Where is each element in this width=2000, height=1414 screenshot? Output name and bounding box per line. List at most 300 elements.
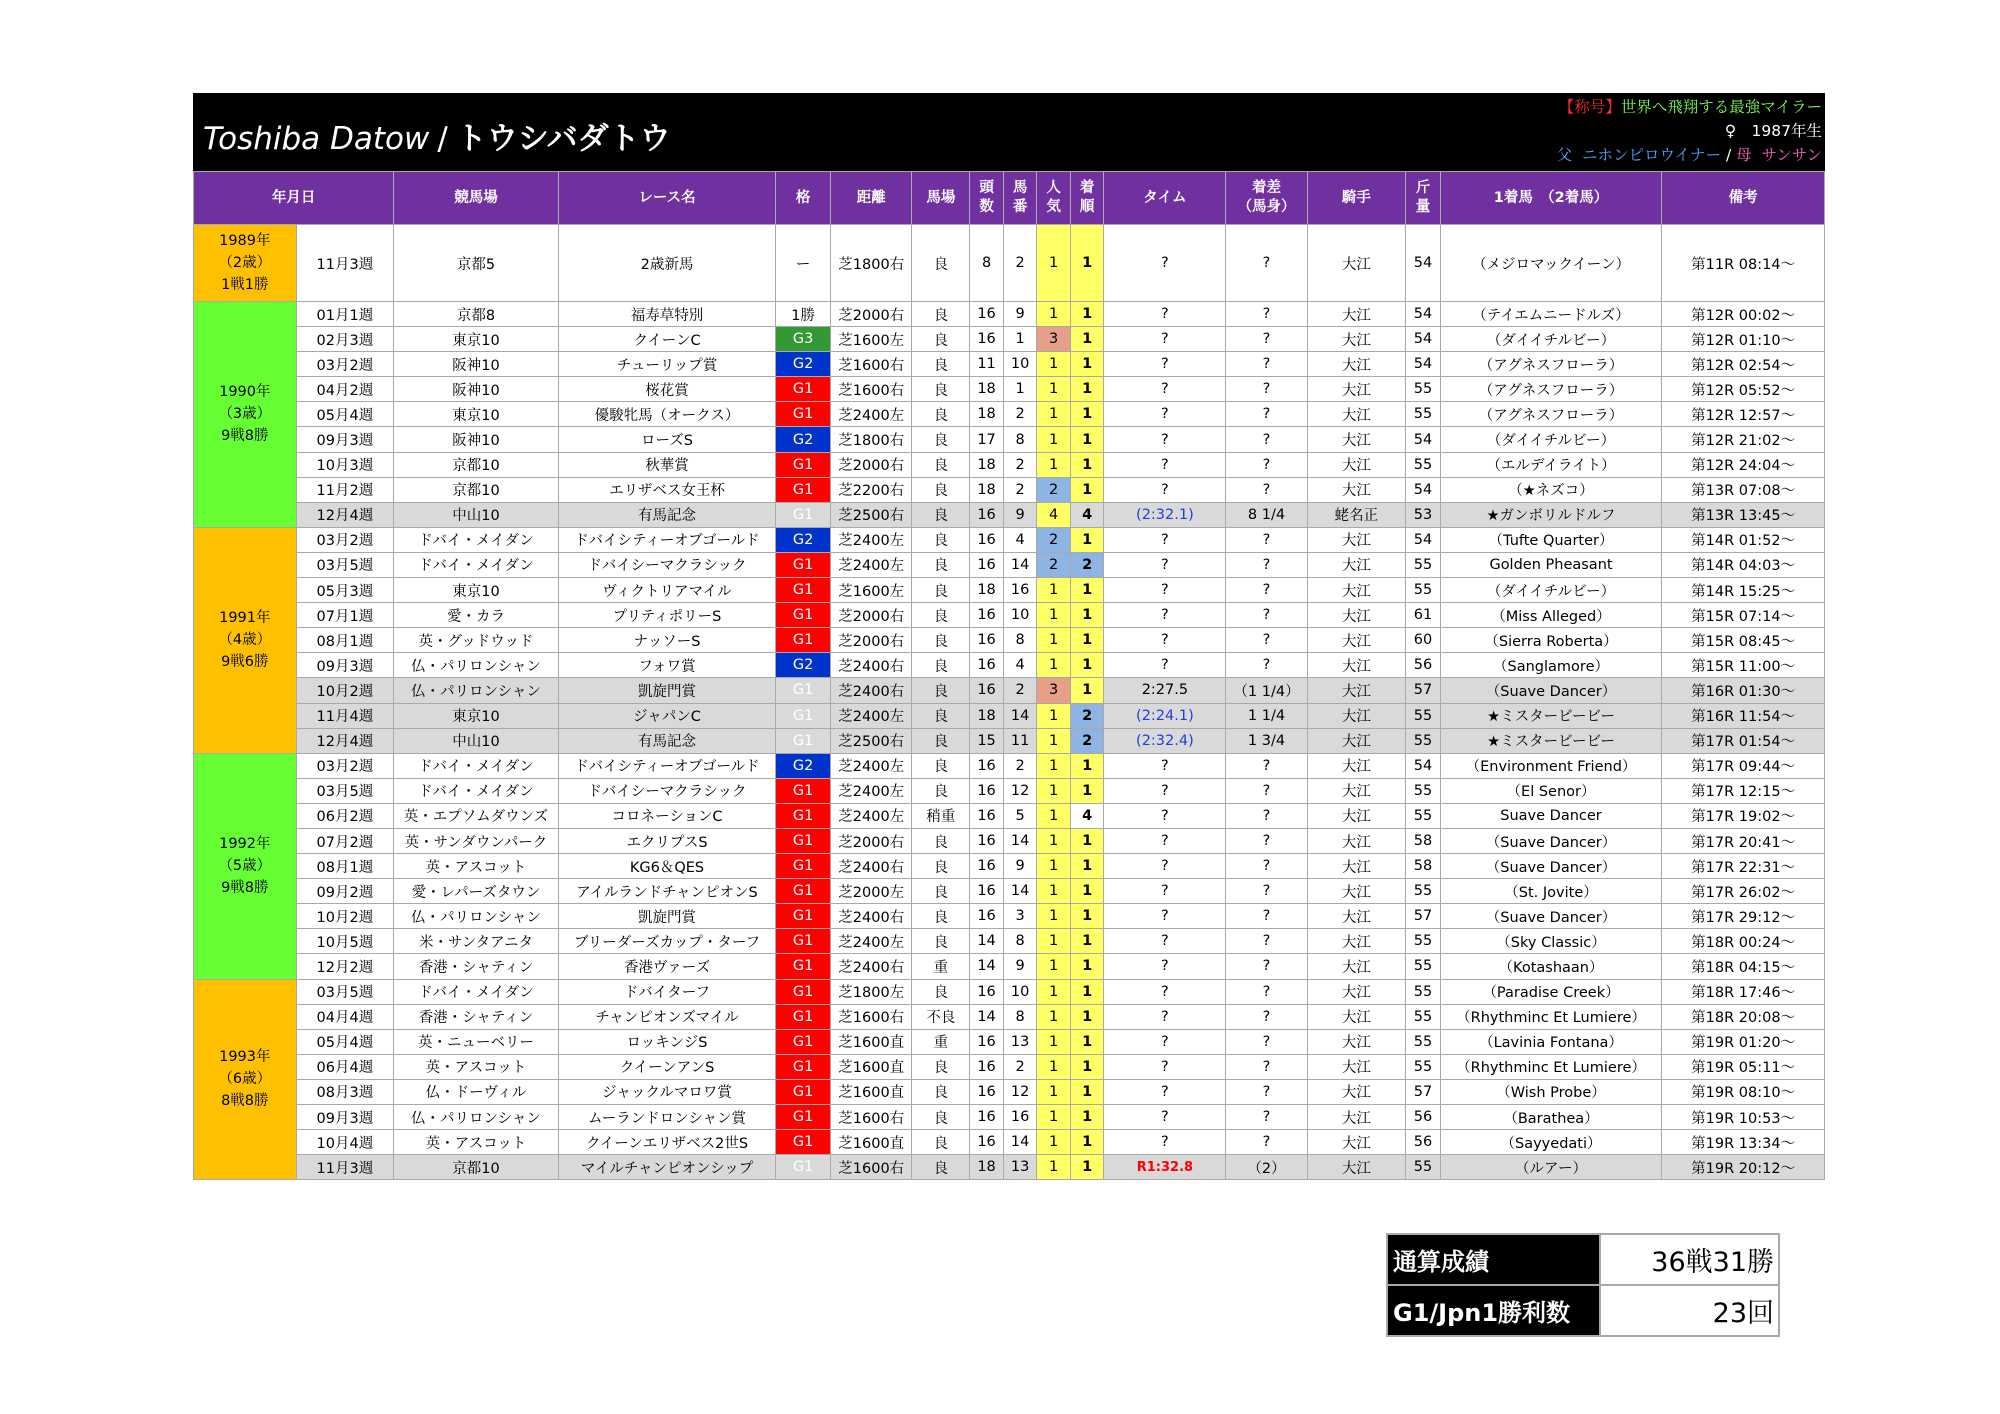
popularity: 1 bbox=[1037, 1105, 1071, 1130]
winner-runner-up: ★ミスタービービー bbox=[1440, 728, 1662, 753]
margin: ? bbox=[1226, 879, 1307, 904]
race-time: (2:32.4) bbox=[1104, 728, 1226, 753]
race-time: ? bbox=[1104, 653, 1226, 678]
race-row bbox=[194, 1155, 1825, 1180]
remarks: 第17R 26:02～ bbox=[1662, 879, 1825, 904]
winner-runner-up: （Barathea） bbox=[1440, 1105, 1662, 1130]
finish-position: 1 bbox=[1070, 578, 1104, 603]
racecourse: 英・ニューベリー bbox=[394, 1029, 559, 1054]
racecourse: ドバイ・メイダン bbox=[394, 527, 559, 552]
carried-weight: 57 bbox=[1406, 1079, 1441, 1104]
racecourse: 阪神10 bbox=[394, 377, 559, 402]
race-row bbox=[194, 628, 1825, 653]
race-time: ? bbox=[1104, 929, 1226, 954]
carried-weight: 55 bbox=[1406, 954, 1441, 979]
race-date: 12月2週 bbox=[296, 954, 394, 979]
carried-weight: 55 bbox=[1406, 552, 1441, 577]
g1-wins-value: 23回 bbox=[1600, 1285, 1779, 1336]
jockey: 大江 bbox=[1307, 302, 1406, 327]
jockey: 大江 bbox=[1307, 1029, 1406, 1054]
race-row bbox=[194, 929, 1825, 954]
margin: ? bbox=[1226, 904, 1307, 929]
race-row bbox=[194, 678, 1825, 703]
margin: ? bbox=[1226, 225, 1307, 302]
racecourse: 京都8 bbox=[394, 302, 559, 327]
post-number: 10 bbox=[1003, 979, 1037, 1004]
track-condition: 良 bbox=[912, 578, 970, 603]
race-time: ? bbox=[1104, 377, 1226, 402]
popularity: 4 bbox=[1037, 502, 1071, 527]
winner-runner-up: （Suave Dancer） bbox=[1440, 828, 1662, 853]
grade-badge: ー bbox=[776, 225, 831, 302]
winner-runner-up: （アグネスフローラ） bbox=[1440, 402, 1662, 427]
track-condition: 良 bbox=[912, 879, 970, 904]
race-time: ? bbox=[1104, 854, 1226, 879]
carried-weight: 55 bbox=[1406, 452, 1441, 477]
remarks: 第17R 09:44～ bbox=[1662, 753, 1825, 778]
margin: （1 1/4） bbox=[1226, 678, 1307, 703]
distance: 芝2000左 bbox=[831, 879, 912, 904]
jockey: 大江 bbox=[1307, 427, 1406, 452]
race-name: KG6＆QES bbox=[558, 854, 775, 879]
grade-badge: G1 bbox=[776, 502, 831, 527]
grade-badge: G1 bbox=[776, 954, 831, 979]
year-summary-cell: 1989年 （2歳） 1戦1勝 bbox=[194, 225, 297, 302]
horse-info bbox=[1557, 95, 1822, 167]
winner-runner-up: Suave Dancer bbox=[1440, 803, 1662, 828]
race-row bbox=[194, 477, 1825, 502]
dam-label: 母 bbox=[1736, 146, 1752, 164]
post-number: 2 bbox=[1003, 402, 1037, 427]
race-row bbox=[194, 402, 1825, 427]
post-number: 8 bbox=[1003, 1004, 1037, 1029]
track-condition: 良 bbox=[912, 427, 970, 452]
race-row bbox=[194, 603, 1825, 628]
distance: 芝2400左 bbox=[831, 527, 912, 552]
finish-position: 1 bbox=[1070, 954, 1104, 979]
remarks: 第19R 05:11～ bbox=[1662, 1054, 1825, 1079]
finish-position: 1 bbox=[1070, 979, 1104, 1004]
winner-runner-up: ★ガンボリルドルフ bbox=[1440, 502, 1662, 527]
winner-runner-up: （Tufte Quarter） bbox=[1440, 527, 1662, 552]
jockey: 大江 bbox=[1307, 1079, 1406, 1104]
race-time: ? bbox=[1104, 879, 1226, 904]
finish-position: 1 bbox=[1070, 929, 1104, 954]
race-row bbox=[194, 352, 1825, 377]
race-row bbox=[194, 854, 1825, 879]
race-name: ジャパンC bbox=[558, 703, 775, 728]
grade-badge: G1 bbox=[776, 979, 831, 1004]
margin: ? bbox=[1226, 427, 1307, 452]
post-number: 16 bbox=[1003, 1105, 1037, 1130]
track-condition: 良 bbox=[912, 753, 970, 778]
distance: 芝1600右 bbox=[831, 1105, 912, 1130]
track-condition: 良 bbox=[912, 1155, 970, 1180]
post-number: 14 bbox=[1003, 703, 1037, 728]
race-name: ドバイシティーオブゴールド bbox=[558, 753, 775, 778]
grade-badge: G1 bbox=[776, 628, 831, 653]
track-condition: 良 bbox=[912, 653, 970, 678]
remarks: 第12R 24:04～ bbox=[1662, 452, 1825, 477]
race-date: 10月3週 bbox=[296, 452, 394, 477]
race-record-sheet bbox=[193, 93, 1825, 1180]
race-date: 03月5週 bbox=[296, 552, 394, 577]
popularity: 3 bbox=[1037, 327, 1071, 352]
race-time: ? bbox=[1104, 1004, 1226, 1029]
race-name: 凱旋門賞 bbox=[558, 904, 775, 929]
race-time: ? bbox=[1104, 1054, 1226, 1079]
finish-position: 1 bbox=[1070, 477, 1104, 502]
race-row bbox=[194, 753, 1825, 778]
margin: ? bbox=[1226, 778, 1307, 803]
race-date: 09月3週 bbox=[296, 1105, 394, 1130]
carried-weight: 60 bbox=[1406, 628, 1441, 653]
race-date: 03月5週 bbox=[296, 778, 394, 803]
racecourse: 英・アスコット bbox=[394, 1054, 559, 1079]
jockey: 大江 bbox=[1307, 1004, 1406, 1029]
post-number: 9 bbox=[1003, 854, 1037, 879]
track-condition: 良 bbox=[912, 1130, 970, 1155]
margin: 1 1/4 bbox=[1226, 703, 1307, 728]
track-condition: 良 bbox=[912, 302, 970, 327]
carried-weight: 53 bbox=[1406, 502, 1441, 527]
column-header: 格 bbox=[776, 172, 831, 225]
distance: 芝2000右 bbox=[831, 603, 912, 628]
race-row bbox=[194, 1079, 1825, 1104]
remarks: 第12R 21:02～ bbox=[1662, 427, 1825, 452]
grade-badge: G1 bbox=[776, 854, 831, 879]
winner-runner-up: （Sanglamore） bbox=[1440, 653, 1662, 678]
remarks: 第19R 13:34～ bbox=[1662, 1130, 1825, 1155]
race-row bbox=[194, 1004, 1825, 1029]
racecourse: 阪神10 bbox=[394, 427, 559, 452]
race-name: ジャックルマロワ賞 bbox=[558, 1079, 775, 1104]
winner-runner-up: （Environment Friend） bbox=[1440, 753, 1662, 778]
race-row bbox=[194, 502, 1825, 527]
track-condition: 良 bbox=[912, 477, 970, 502]
field-size: 16 bbox=[970, 527, 1004, 552]
finish-position: 1 bbox=[1070, 653, 1104, 678]
grade-badge: G1 bbox=[776, 904, 831, 929]
carried-weight: 57 bbox=[1406, 904, 1441, 929]
post-number: 13 bbox=[1003, 1155, 1037, 1180]
distance: 芝2200右 bbox=[831, 477, 912, 502]
remarks: 第14R 15:25～ bbox=[1662, 578, 1825, 603]
post-number: 4 bbox=[1003, 527, 1037, 552]
carried-weight: 55 bbox=[1406, 728, 1441, 753]
race-date: 08月3週 bbox=[296, 1079, 394, 1104]
racecourse: ドバイ・メイダン bbox=[394, 778, 559, 803]
popularity: 1 bbox=[1037, 703, 1071, 728]
winner-runner-up: （Suave Dancer） bbox=[1440, 854, 1662, 879]
winner-runner-up: （ダイイチルビー） bbox=[1440, 427, 1662, 452]
popularity: 1 bbox=[1037, 728, 1071, 753]
jockey: 大江 bbox=[1307, 929, 1406, 954]
distance: 芝2400右 bbox=[831, 954, 912, 979]
jockey: 大江 bbox=[1307, 778, 1406, 803]
remarks: 第15R 07:14～ bbox=[1662, 603, 1825, 628]
carried-weight: 56 bbox=[1406, 1130, 1441, 1155]
race-date: 09月3週 bbox=[296, 653, 394, 678]
year-summary-cell: 1992年 （5歳） 9戦8勝 bbox=[194, 753, 297, 979]
finish-position: 1 bbox=[1070, 427, 1104, 452]
margin: ? bbox=[1226, 477, 1307, 502]
race-name: クイーンC bbox=[558, 327, 775, 352]
race-row bbox=[194, 377, 1825, 402]
race-date: 09月3週 bbox=[296, 427, 394, 452]
track-condition: 良 bbox=[912, 377, 970, 402]
margin: ? bbox=[1226, 402, 1307, 427]
distance: 芝2000右 bbox=[831, 452, 912, 477]
race-name: チューリップ賞 bbox=[558, 352, 775, 377]
grade-badge: G1 bbox=[776, 1155, 831, 1180]
jockey: 大江 bbox=[1307, 603, 1406, 628]
field-size: 16 bbox=[970, 778, 1004, 803]
racecourse: 英・グッドウッド bbox=[394, 628, 559, 653]
race-time: ? bbox=[1104, 552, 1226, 577]
jockey: 大江 bbox=[1307, 703, 1406, 728]
distance: 芝1800左 bbox=[831, 979, 912, 1004]
winner-runner-up: （Suave Dancer） bbox=[1440, 678, 1662, 703]
finish-position: 1 bbox=[1070, 778, 1104, 803]
racecourse: 米・サンタアニタ bbox=[394, 929, 559, 954]
racecourse: 英・アスコット bbox=[394, 854, 559, 879]
race-name: 秋華賞 bbox=[558, 452, 775, 477]
grade-badge: G1 bbox=[776, 552, 831, 577]
race-date: 05月4週 bbox=[296, 1029, 394, 1054]
grade-badge: G1 bbox=[776, 1079, 831, 1104]
race-name: 福寿草特別 bbox=[558, 302, 775, 327]
remarks: 第12R 12:57～ bbox=[1662, 402, 1825, 427]
remarks: 第17R 20:41～ bbox=[1662, 828, 1825, 853]
carried-weight: 55 bbox=[1406, 1029, 1441, 1054]
race-name: ドバイシーマクラシック bbox=[558, 552, 775, 577]
race-time: ? bbox=[1104, 327, 1226, 352]
grade-badge: G1 bbox=[776, 879, 831, 904]
distance: 芝2400左 bbox=[831, 778, 912, 803]
carried-weight: 54 bbox=[1406, 327, 1441, 352]
year-summary-cell: 1993年 （6歳） 8戦8勝 bbox=[194, 979, 297, 1180]
margin: ? bbox=[1226, 1105, 1307, 1130]
summary-table bbox=[1386, 1233, 1780, 1337]
popularity: 1 bbox=[1037, 427, 1071, 452]
distance: 芝1800右 bbox=[831, 427, 912, 452]
race-name: プリティポリーS bbox=[558, 603, 775, 628]
margin: ? bbox=[1226, 753, 1307, 778]
jockey: 大江 bbox=[1307, 828, 1406, 853]
race-row bbox=[194, 1054, 1825, 1079]
finish-position: 2 bbox=[1070, 728, 1104, 753]
field-size: 18 bbox=[970, 578, 1004, 603]
distance: 芝1600右 bbox=[831, 352, 912, 377]
jockey: 大江 bbox=[1307, 678, 1406, 703]
race-date: 08月1週 bbox=[296, 628, 394, 653]
jockey: 大江 bbox=[1307, 904, 1406, 929]
field-size: 17 bbox=[970, 427, 1004, 452]
g1-wins-label: G1/Jpn1勝利数 bbox=[1387, 1285, 1600, 1336]
track-condition: 良 bbox=[912, 502, 970, 527]
race-row bbox=[194, 1105, 1825, 1130]
distance: 芝2400右 bbox=[831, 678, 912, 703]
post-number: 14 bbox=[1003, 552, 1037, 577]
post-number: 2 bbox=[1003, 753, 1037, 778]
race-date: 05月4週 bbox=[296, 402, 394, 427]
remarks: 第12R 02:54～ bbox=[1662, 352, 1825, 377]
column-header: 人 気 bbox=[1037, 172, 1071, 225]
race-name: ナッソーS bbox=[558, 628, 775, 653]
carried-weight: 56 bbox=[1406, 1105, 1441, 1130]
distance: 芝2400右 bbox=[831, 904, 912, 929]
jockey: 大江 bbox=[1307, 1155, 1406, 1180]
post-number: 11 bbox=[1003, 728, 1037, 753]
field-size: 16 bbox=[970, 1029, 1004, 1054]
grade-badge: G1 bbox=[776, 578, 831, 603]
carried-weight: 54 bbox=[1406, 753, 1441, 778]
race-row bbox=[194, 703, 1825, 728]
race-date: 02月3週 bbox=[296, 327, 394, 352]
field-size: 16 bbox=[970, 653, 1004, 678]
post-number: 4 bbox=[1003, 653, 1037, 678]
pedigree-line bbox=[1557, 143, 1822, 167]
racecourse: 仏・パリロンシャン bbox=[394, 653, 559, 678]
racecourse: ドバイ・メイダン bbox=[394, 753, 559, 778]
grade-badge: G1 bbox=[776, 603, 831, 628]
carried-weight: 55 bbox=[1406, 778, 1441, 803]
racecourse: 仏・パリロンシャン bbox=[394, 904, 559, 929]
remarks: 第18R 00:24～ bbox=[1662, 929, 1825, 954]
finish-position: 4 bbox=[1070, 803, 1104, 828]
column-header: 騎手 bbox=[1307, 172, 1406, 225]
grade-badge: G2 bbox=[776, 653, 831, 678]
post-number: 16 bbox=[1003, 578, 1037, 603]
jockey: 大江 bbox=[1307, 352, 1406, 377]
popularity: 1 bbox=[1037, 904, 1071, 929]
remarks: 第17R 01:54～ bbox=[1662, 728, 1825, 753]
track-condition: 良 bbox=[912, 603, 970, 628]
field-size: 16 bbox=[970, 1105, 1004, 1130]
race-row bbox=[194, 954, 1825, 979]
grade-badge: G1 bbox=[776, 1105, 831, 1130]
finish-position: 1 bbox=[1070, 377, 1104, 402]
field-size: 14 bbox=[970, 1004, 1004, 1029]
race-row bbox=[194, 803, 1825, 828]
jockey: 大江 bbox=[1307, 1054, 1406, 1079]
race-row bbox=[194, 904, 1825, 929]
popularity: 1 bbox=[1037, 1054, 1071, 1079]
post-number: 9 bbox=[1003, 502, 1037, 527]
popularity: 1 bbox=[1037, 402, 1071, 427]
post-number: 10 bbox=[1003, 352, 1037, 377]
remarks: 第17R 12:15～ bbox=[1662, 778, 1825, 803]
carried-weight: 55 bbox=[1406, 1004, 1441, 1029]
remarks: 第14R 04:03～ bbox=[1662, 552, 1825, 577]
jockey: 大江 bbox=[1307, 327, 1406, 352]
race-name: アイルランドチャンピオンS bbox=[558, 879, 775, 904]
distance: 芝2400左 bbox=[831, 753, 912, 778]
distance: 芝2000右 bbox=[831, 628, 912, 653]
race-date: 10月4週 bbox=[296, 1130, 394, 1155]
field-size: 16 bbox=[970, 1079, 1004, 1104]
racecourse: 阪神10 bbox=[394, 352, 559, 377]
remarks: 第18R 04:15～ bbox=[1662, 954, 1825, 979]
title-separator: / bbox=[437, 121, 448, 157]
popularity: 1 bbox=[1037, 352, 1071, 377]
margin: ? bbox=[1226, 578, 1307, 603]
column-header: 競馬場 bbox=[394, 172, 559, 225]
distance: 芝1600右 bbox=[831, 1004, 912, 1029]
nickname-label: 【称号】 bbox=[1558, 98, 1621, 116]
post-number: 9 bbox=[1003, 302, 1037, 327]
winner-runner-up: （Paradise Creek） bbox=[1440, 979, 1662, 1004]
race-time: ? bbox=[1104, 753, 1226, 778]
field-size: 14 bbox=[970, 954, 1004, 979]
racecourse: ドバイ・メイダン bbox=[394, 552, 559, 577]
field-size: 18 bbox=[970, 477, 1004, 502]
race-time: (2:24.1) bbox=[1104, 703, 1226, 728]
remarks: 第15R 11:00～ bbox=[1662, 653, 1825, 678]
finish-position: 1 bbox=[1070, 828, 1104, 853]
track-condition: 良 bbox=[912, 778, 970, 803]
finish-position: 2 bbox=[1070, 703, 1104, 728]
field-size: 18 bbox=[970, 703, 1004, 728]
jockey: 大江 bbox=[1307, 879, 1406, 904]
track-condition: 良 bbox=[912, 527, 970, 552]
carried-weight: 55 bbox=[1406, 377, 1441, 402]
column-header: 年月日 bbox=[194, 172, 394, 225]
year-summary-cell: 1990年 （3歳） 9戦8勝 bbox=[194, 302, 297, 528]
race-date: 03月2週 bbox=[296, 352, 394, 377]
post-number: 9 bbox=[1003, 954, 1037, 979]
post-number: 1 bbox=[1003, 377, 1037, 402]
winner-runner-up: （Rhythminc Et Lumiere） bbox=[1440, 1004, 1662, 1029]
field-size: 8 bbox=[970, 225, 1004, 302]
post-number: 5 bbox=[1003, 803, 1037, 828]
jockey: 大江 bbox=[1307, 753, 1406, 778]
margin: ? bbox=[1226, 828, 1307, 853]
finish-position: 1 bbox=[1070, 1105, 1104, 1130]
field-size: 16 bbox=[970, 803, 1004, 828]
race-name: 有馬記念 bbox=[558, 502, 775, 527]
distance: 芝2400左 bbox=[831, 929, 912, 954]
finish-position: 1 bbox=[1070, 879, 1104, 904]
column-header: レース名 bbox=[558, 172, 775, 225]
race-date: 04月4週 bbox=[296, 1004, 394, 1029]
distance: 芝2500右 bbox=[831, 728, 912, 753]
field-size: 18 bbox=[970, 1155, 1004, 1180]
carried-weight: 58 bbox=[1406, 828, 1441, 853]
post-number: 14 bbox=[1003, 828, 1037, 853]
winner-runner-up: （ルアー） bbox=[1440, 1155, 1662, 1180]
winner-runner-up: （ダイイチルビー） bbox=[1440, 578, 1662, 603]
remarks: 第12R 01:10～ bbox=[1662, 327, 1825, 352]
column-header: 着 順 bbox=[1070, 172, 1104, 225]
winner-runner-up: （St. Jovite） bbox=[1440, 879, 1662, 904]
finish-position: 1 bbox=[1070, 628, 1104, 653]
popularity: 1 bbox=[1037, 929, 1071, 954]
field-size: 16 bbox=[970, 979, 1004, 1004]
grade-badge: G1 bbox=[776, 803, 831, 828]
race-date: 12月4週 bbox=[296, 728, 394, 753]
carried-weight: 55 bbox=[1406, 979, 1441, 1004]
winner-runner-up: （エルデイライト） bbox=[1440, 452, 1662, 477]
race-name: ローズS bbox=[558, 427, 775, 452]
post-number: 2 bbox=[1003, 477, 1037, 502]
popularity: 1 bbox=[1037, 803, 1071, 828]
field-size: 16 bbox=[970, 828, 1004, 853]
race-time: (2:32.1) bbox=[1104, 502, 1226, 527]
post-number: 2 bbox=[1003, 452, 1037, 477]
track-condition: 良 bbox=[912, 678, 970, 703]
